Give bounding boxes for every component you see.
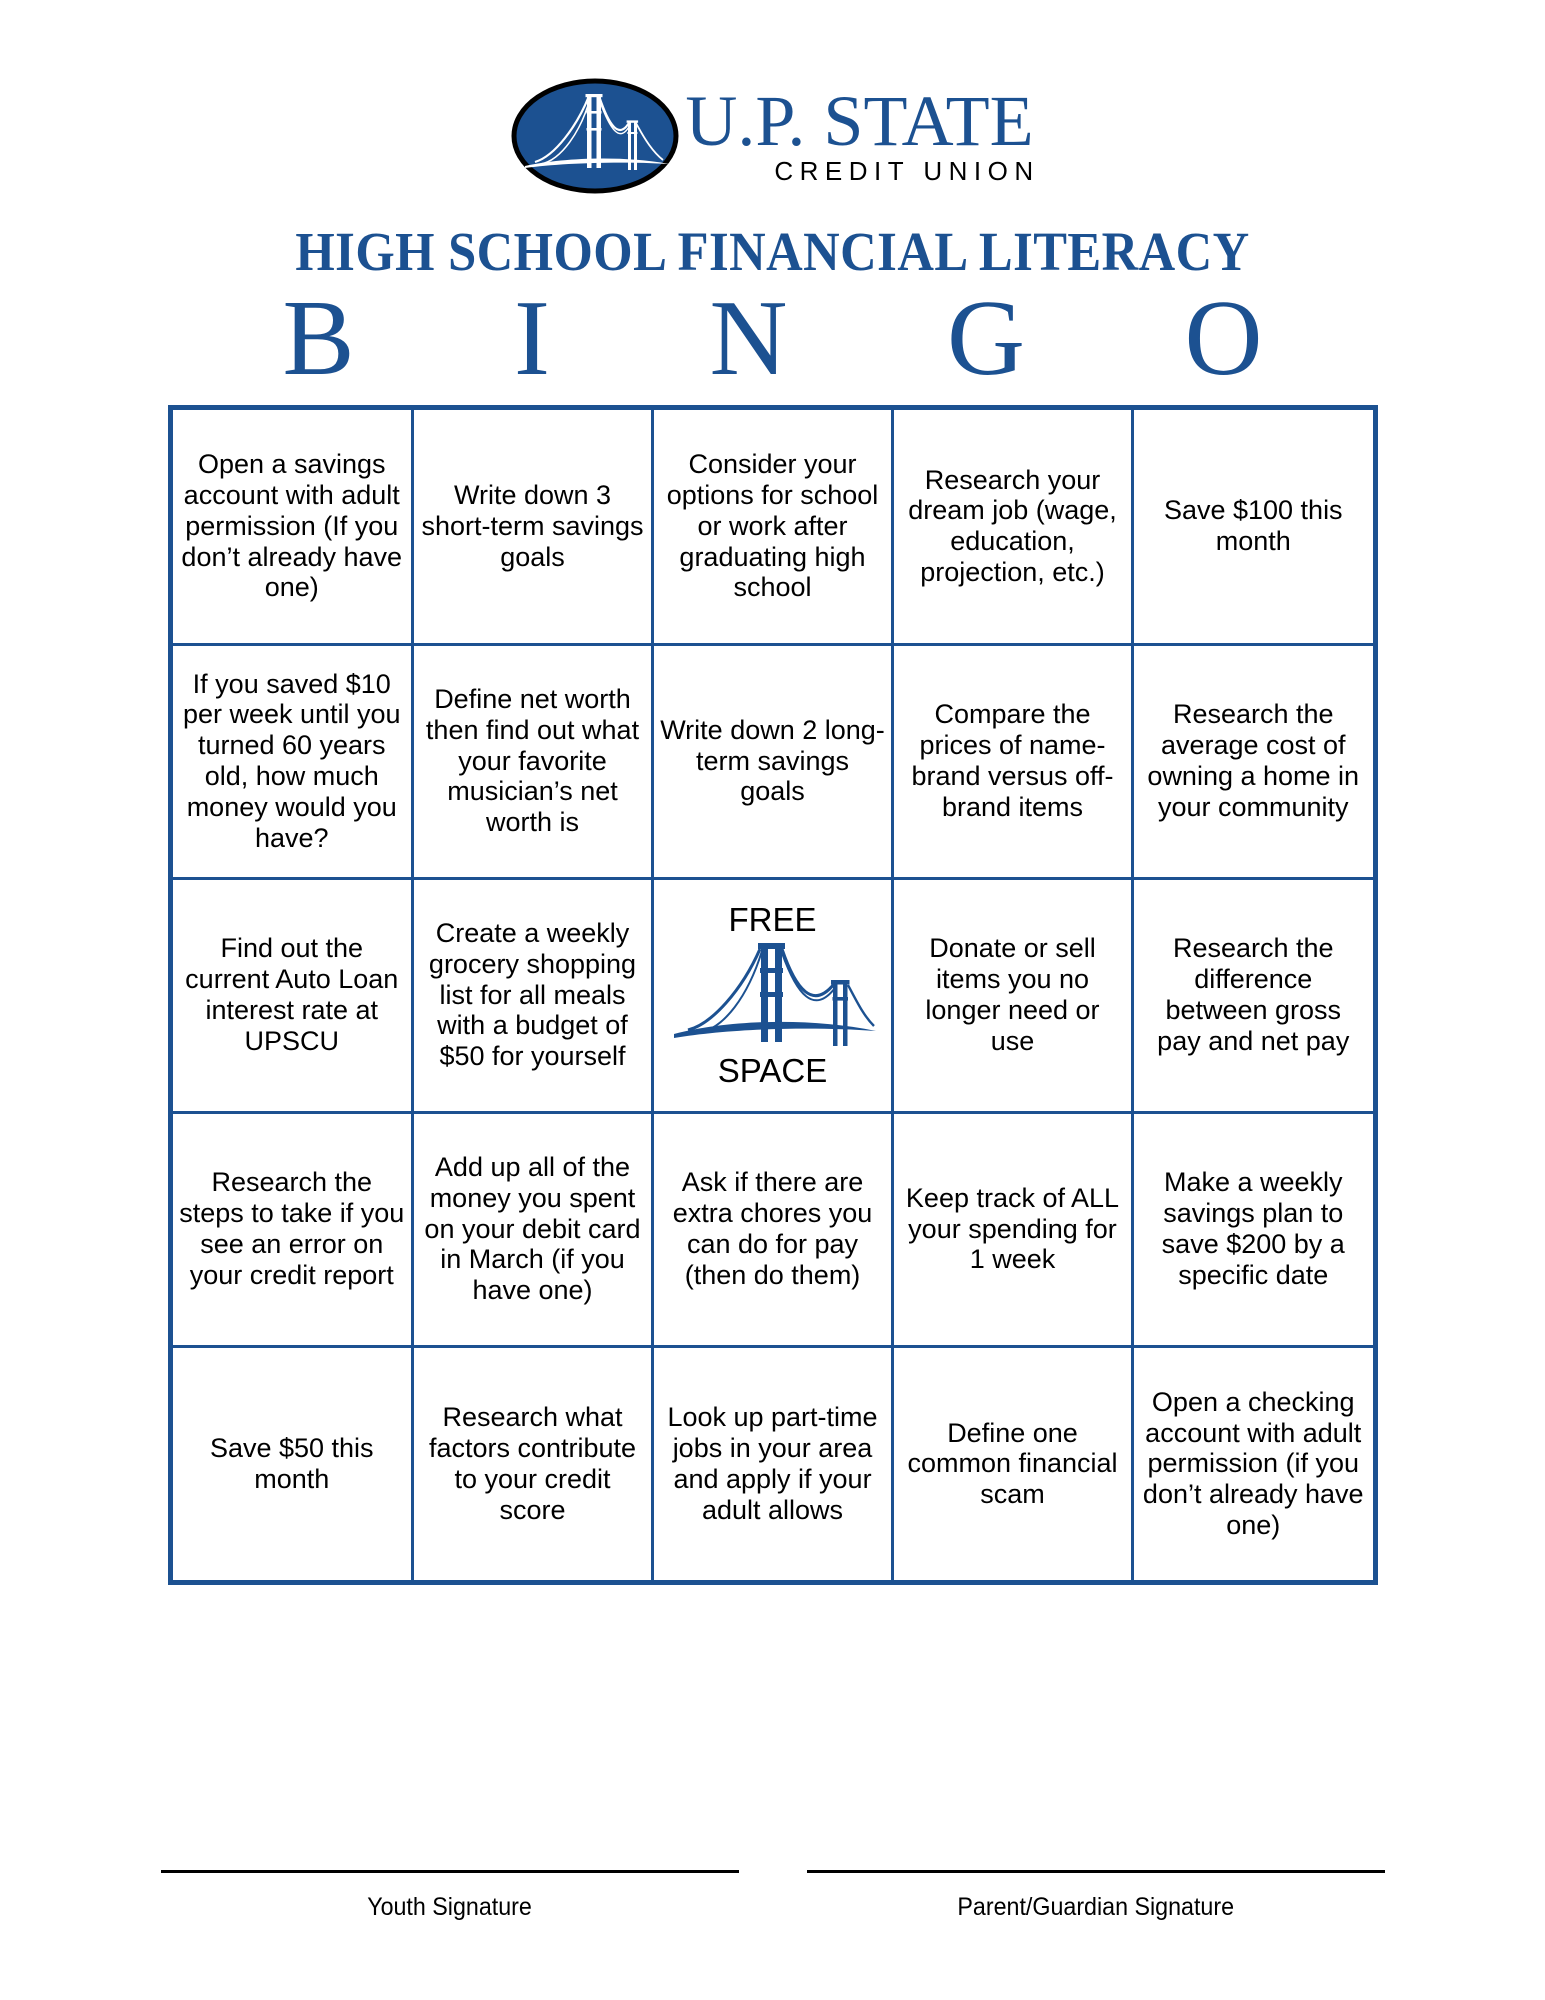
bingo-cell[interactable]: Define net worth then find out what your favorite musician’s net worth is <box>413 644 653 878</box>
bingo-row <box>173 1112 1373 1346</box>
signature-section <box>0 1870 1545 1922</box>
bingo-row <box>173 1346 1373 1580</box>
bingo-cell[interactable]: Write down 2 long-term savings goals <box>653 644 893 878</box>
bingo-cell[interactable]: Look up part-time jobs in your area and apply if your adult allows <box>653 1346 893 1580</box>
bingo-cell[interactable]: Find out the current Auto Loan interest rate at UPSCU <box>173 878 413 1112</box>
brand-logo-lockup <box>511 78 1040 194</box>
bingo-row <box>173 644 1373 878</box>
bingo-letters-row <box>238 279 1308 398</box>
bingo-cell[interactable]: Write down 3 short-term savings goals <box>413 410 653 644</box>
bingo-cell[interactable]: Donate or sell items you no longer need or use <box>893 878 1133 1112</box>
bingo-letter-g: G <box>946 279 1025 398</box>
bingo-cell[interactable]: Research the steps to take if you see an error on your credit report <box>173 1112 413 1346</box>
bingo-cell[interactable]: Ask if there are extra chores you can do for pay (then do them) <box>653 1112 893 1346</box>
bingo-cell[interactable]: Save $50 this month <box>173 1346 413 1580</box>
bingo-row <box>173 410 1373 644</box>
bingo-letter-i: I <box>514 279 550 398</box>
bingo-row <box>173 878 1373 1112</box>
brand-tagline: CREDIT UNION <box>774 155 1040 186</box>
brand-wordmark <box>685 81 1040 186</box>
bingo-cell[interactable]: Research what factors contribute to your credit score <box>413 1346 653 1580</box>
bingo-cell[interactable]: Research your dream job (wage, education, projection, etc.) <box>893 410 1133 644</box>
bingo-letter-o: O <box>1184 279 1263 398</box>
free-space-bottom-label: SPACE <box>717 1052 828 1089</box>
bingo-cell[interactable]: Research the average cost of owning a home in your community <box>1133 644 1373 878</box>
bingo-cell[interactable]: Research the difference between gross pay and net pay <box>1133 878 1373 1112</box>
bingo-cell[interactable]: Make a weekly savings plan to save $200 by a specific date <box>1133 1112 1373 1346</box>
youth-signature-label: Youth Signature <box>367 1893 532 1921</box>
bingo-cell[interactable]: Define one common financial scam <box>893 1346 1133 1580</box>
bingo-cell[interactable]: Create a weekly grocery shopping list for all meals with a budget of $50 for yourself <box>413 878 653 1112</box>
guardian-signature-block <box>807 1870 1385 1922</box>
bingo-cell[interactable]: Compare the prices of name-brand versus off-brand items <box>893 644 1133 878</box>
bingo-cell[interactable]: Keep track of ALL your spending for 1 week <box>893 1112 1133 1346</box>
mackinac-bridge-oval-logo-icon <box>511 78 679 194</box>
bingo-card-grid <box>168 405 1378 1585</box>
brand-header <box>0 0 1545 194</box>
youth-signature-block <box>161 1870 739 1922</box>
bingo-cell[interactable]: If you saved $10 per week until you turned 60 years old, how much money would you have? <box>173 644 413 878</box>
bingo-cell[interactable]: Add up all of the money you spent on your debit card in March (if you have one) <box>413 1112 653 1346</box>
bingo-cell[interactable]: Save $100 this month <box>1133 410 1373 644</box>
bingo-letter-b: B <box>282 279 355 398</box>
brand-name: U.P. STATE <box>685 81 1034 162</box>
guardian-signature-label: Parent/Guardian Signature <box>957 1893 1234 1921</box>
bingo-cell[interactable]: Consider your options for school or work after graduating high school <box>653 410 893 644</box>
free-space-top-label: FREE <box>728 901 817 938</box>
page-title: HIGH SCHOOL FINANCIAL LITERACY <box>295 221 1250 282</box>
bingo-cell[interactable]: Open a checking account with adult permission (if you don’t already have one) <box>1133 1346 1373 1580</box>
bingo-cell[interactable]: Open a savings account with adult permission (If you don’t already have one) <box>173 410 413 644</box>
bingo-cell-free-space[interactable] <box>653 878 893 1112</box>
bingo-letter-n: N <box>709 279 788 398</box>
mackinac-bridge-icon <box>668 934 878 1058</box>
